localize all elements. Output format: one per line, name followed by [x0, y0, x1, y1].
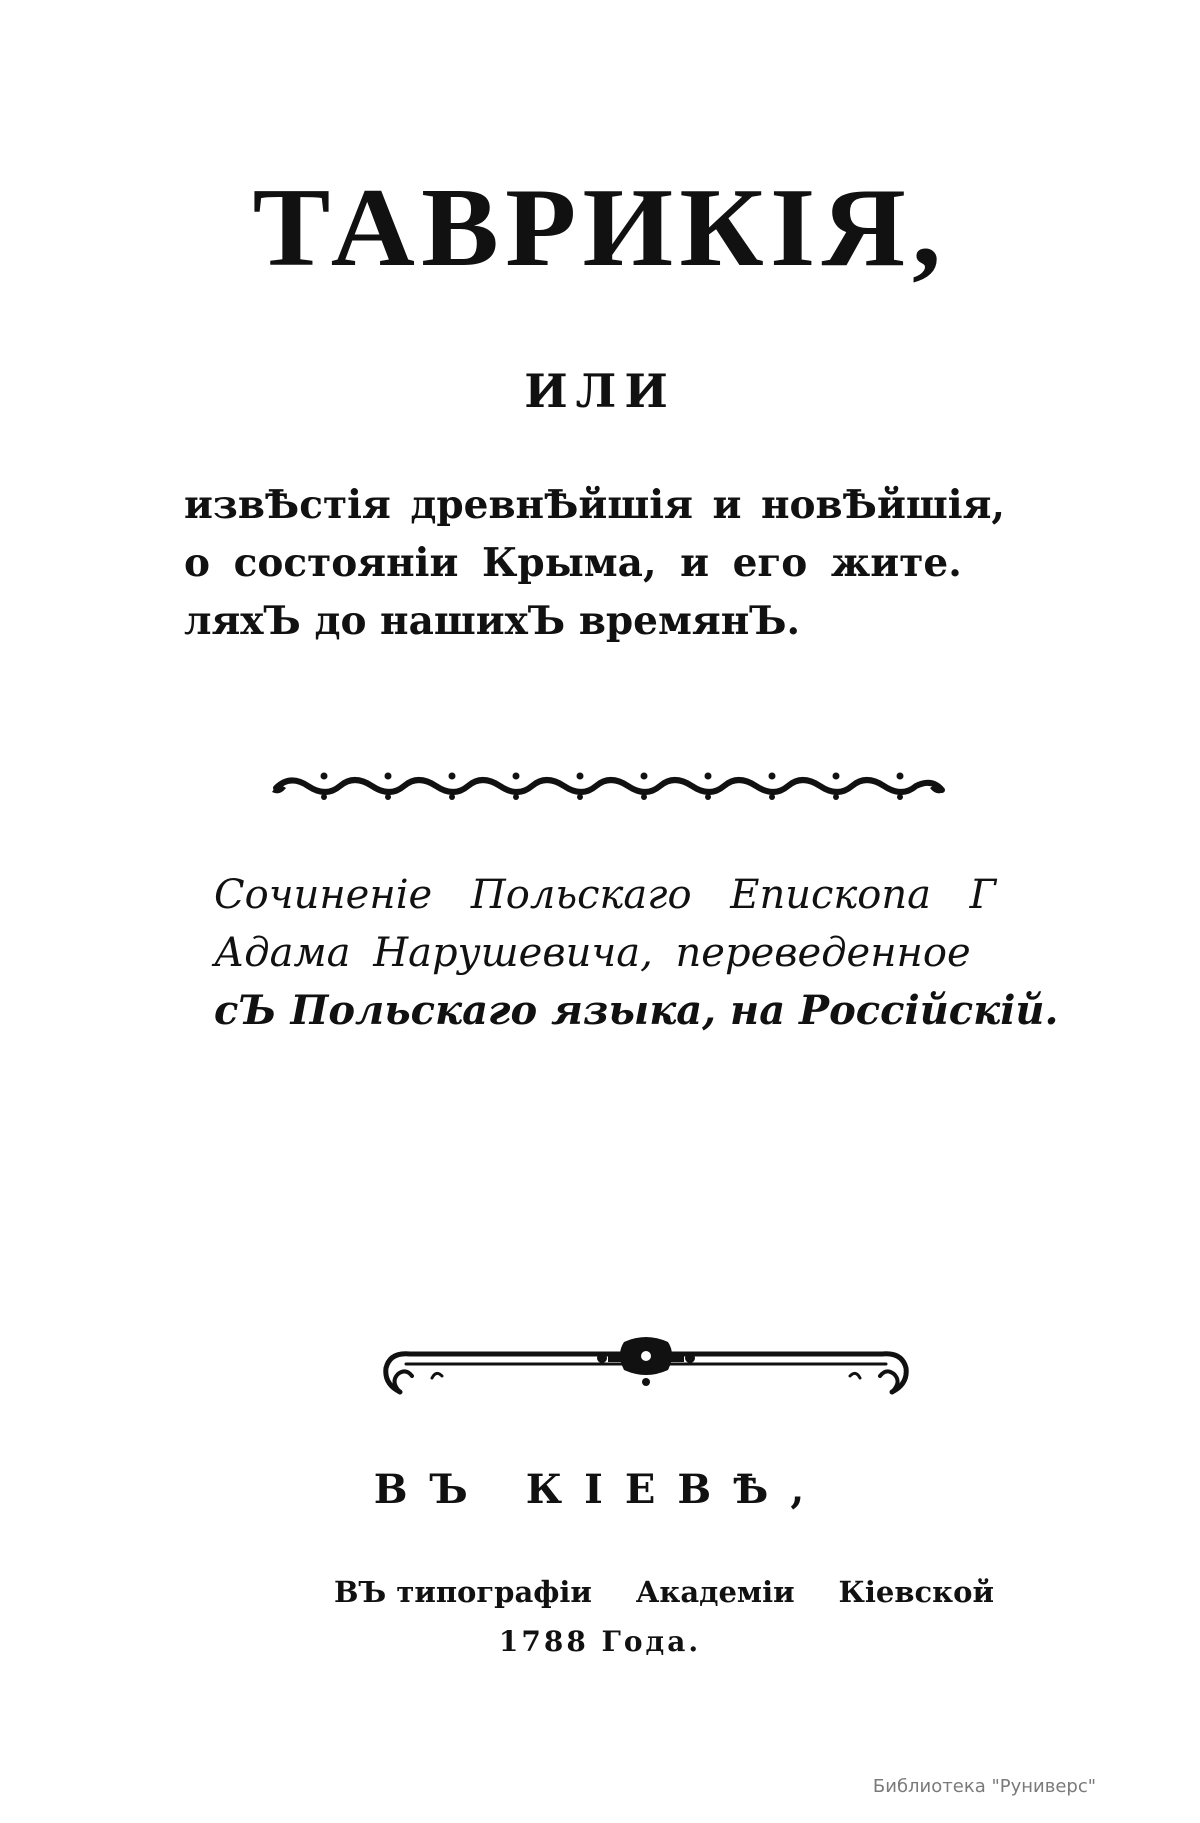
scroll-bracket-ornament [376, 1334, 916, 1406]
imprint-press-part-2: Академіи [635, 1575, 795, 1609]
subtitle-line-2: о состояніи Крыма, и его жите. [184, 540, 962, 586]
subtitle-line-1: извѢстія древнѢйшія и новѢйшія, [184, 482, 1006, 528]
book-title: ТАВРИКІЯ, [252, 166, 948, 290]
subtitle-line-3: ляхЪ до нашихЪ времянЪ. [184, 598, 801, 644]
book-subtitle [184, 476, 1024, 650]
imprint-city: ВЪ КІЕВѢ, [373, 1466, 827, 1513]
imprint-press-part-3: Кіевской [838, 1575, 994, 1609]
author-statement [214, 866, 1059, 1040]
title-connector: ИЛИ [524, 364, 676, 418]
library-watermark: Библиотека "Руниверс" [872, 1776, 1096, 1797]
author-line-1: Сочиненіе Польскаго Епископа Г [214, 872, 997, 918]
imprint-year: 1788 Года. [498, 1625, 702, 1658]
author-line-2: Адама Нарушевича, переведенное [214, 930, 971, 976]
imprint-press [334, 1575, 994, 1609]
wave-vine-ornament [268, 768, 948, 802]
imprint-press-part-1: ВЪ типографіи [334, 1575, 592, 1609]
author-line-3: сЪ Польскаго языка, на Россійскій. [214, 987, 1059, 1034]
